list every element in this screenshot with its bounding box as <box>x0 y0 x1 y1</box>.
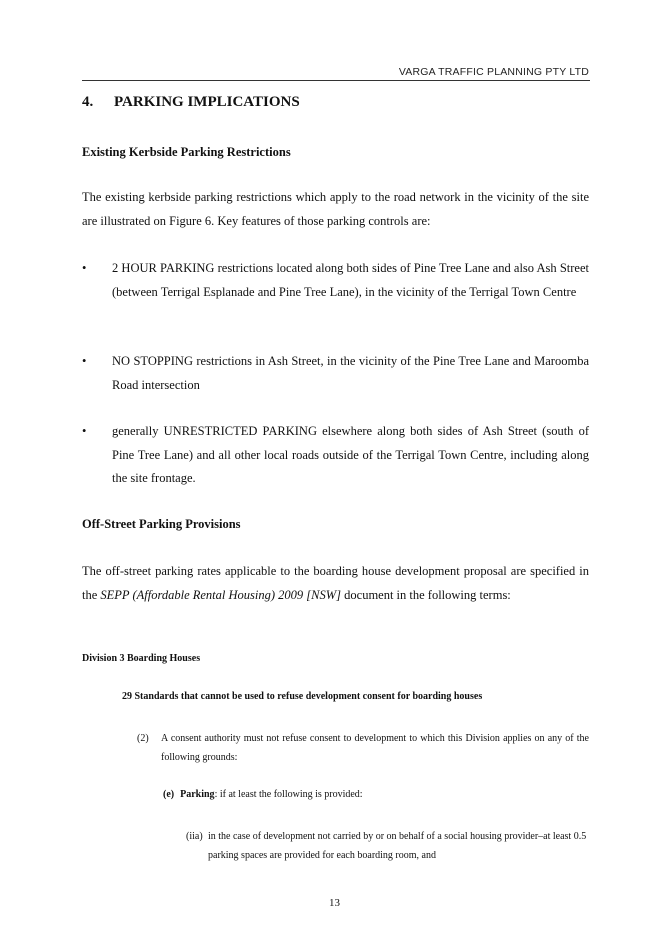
clause-e <box>163 789 363 800</box>
bullet-item-1 <box>82 257 589 304</box>
clause-e-label: (e) <box>163 789 175 800</box>
clause-2-text: A consent authority must not refuse consent to development to which this Division applies on any of the following grounds: <box>161 733 589 763</box>
clause-2-label: (2) <box>137 733 149 744</box>
bullet-symbol: • <box>82 261 87 275</box>
section-heading <box>82 94 300 111</box>
bullet-item-3 <box>82 420 589 491</box>
sepp-document-title: SEPP (Affordable Rental Housing) 2009 [NSW] <box>100 587 342 602</box>
bullet-text: 2 HOUR PARKING restrictions located along both sides of Pine Tree Lane and also Ash Street (between Terrigal Esplanade and Pine Tree Lane), in the vicinity of the Terrigal Town Centre <box>112 261 589 299</box>
offstreet-text-end: document in the following terms: <box>341 587 511 602</box>
bullet-text: NO STOPPING restrictions in Ash Street, in the vicinity of the Pine Tree Lane and Maroomba Road intersection <box>112 354 589 392</box>
bullet-item-2 <box>82 350 589 397</box>
clause-e-text: : if at least the following is provided: <box>214 789 363 800</box>
bullet-symbol: • <box>82 354 87 368</box>
running-header: VARGA TRAFFIC PLANNING PTY LTD <box>398 66 589 78</box>
kerbside-heading: Existing Kerbside Parking Restrictions <box>82 145 291 159</box>
offstreet-paragraph <box>82 560 589 607</box>
clause-iia-label: (iia) <box>186 831 203 842</box>
clause-e-title: Parking <box>180 789 215 800</box>
clause-iia <box>186 827 589 865</box>
offstreet-text-start: The off-street parking rates applicable to the boarding house development proposal are specified in the <box>82 564 589 602</box>
page-number: 13 <box>329 897 340 909</box>
section-title: PARKING IMPLICATIONS <box>114 94 300 110</box>
section-number: 4. <box>82 94 94 110</box>
offstreet-heading: Off-Street Parking Provisions <box>82 517 241 531</box>
header-rule <box>82 80 590 81</box>
kerbside-intro: The existing kerbside parking restrictions which apply to the road network in the vicinity of the site are illustrated on Figure 6. Key features of those parking controls are: <box>82 190 589 228</box>
clause-iia-text: in the case of development not carried by or on behalf of a social housing provider–at least 0.5 parking spaces are provided for each boarding room, and <box>208 831 587 861</box>
division-heading: Division 3 Boarding Houses <box>82 653 201 664</box>
bullet-text: generally UNRESTRICTED PARKING elsewhere along both sides of Ash Street (south of Pine Tree Lane) and all other local roads outside of the Terrigal Town Centre, including along the site frontage. <box>112 424 589 485</box>
standard-heading: 29 Standards that cannot be used to refuse development consent for boarding houses <box>122 691 483 702</box>
clause-2 <box>137 729 589 767</box>
bullet-symbol: • <box>82 424 87 438</box>
